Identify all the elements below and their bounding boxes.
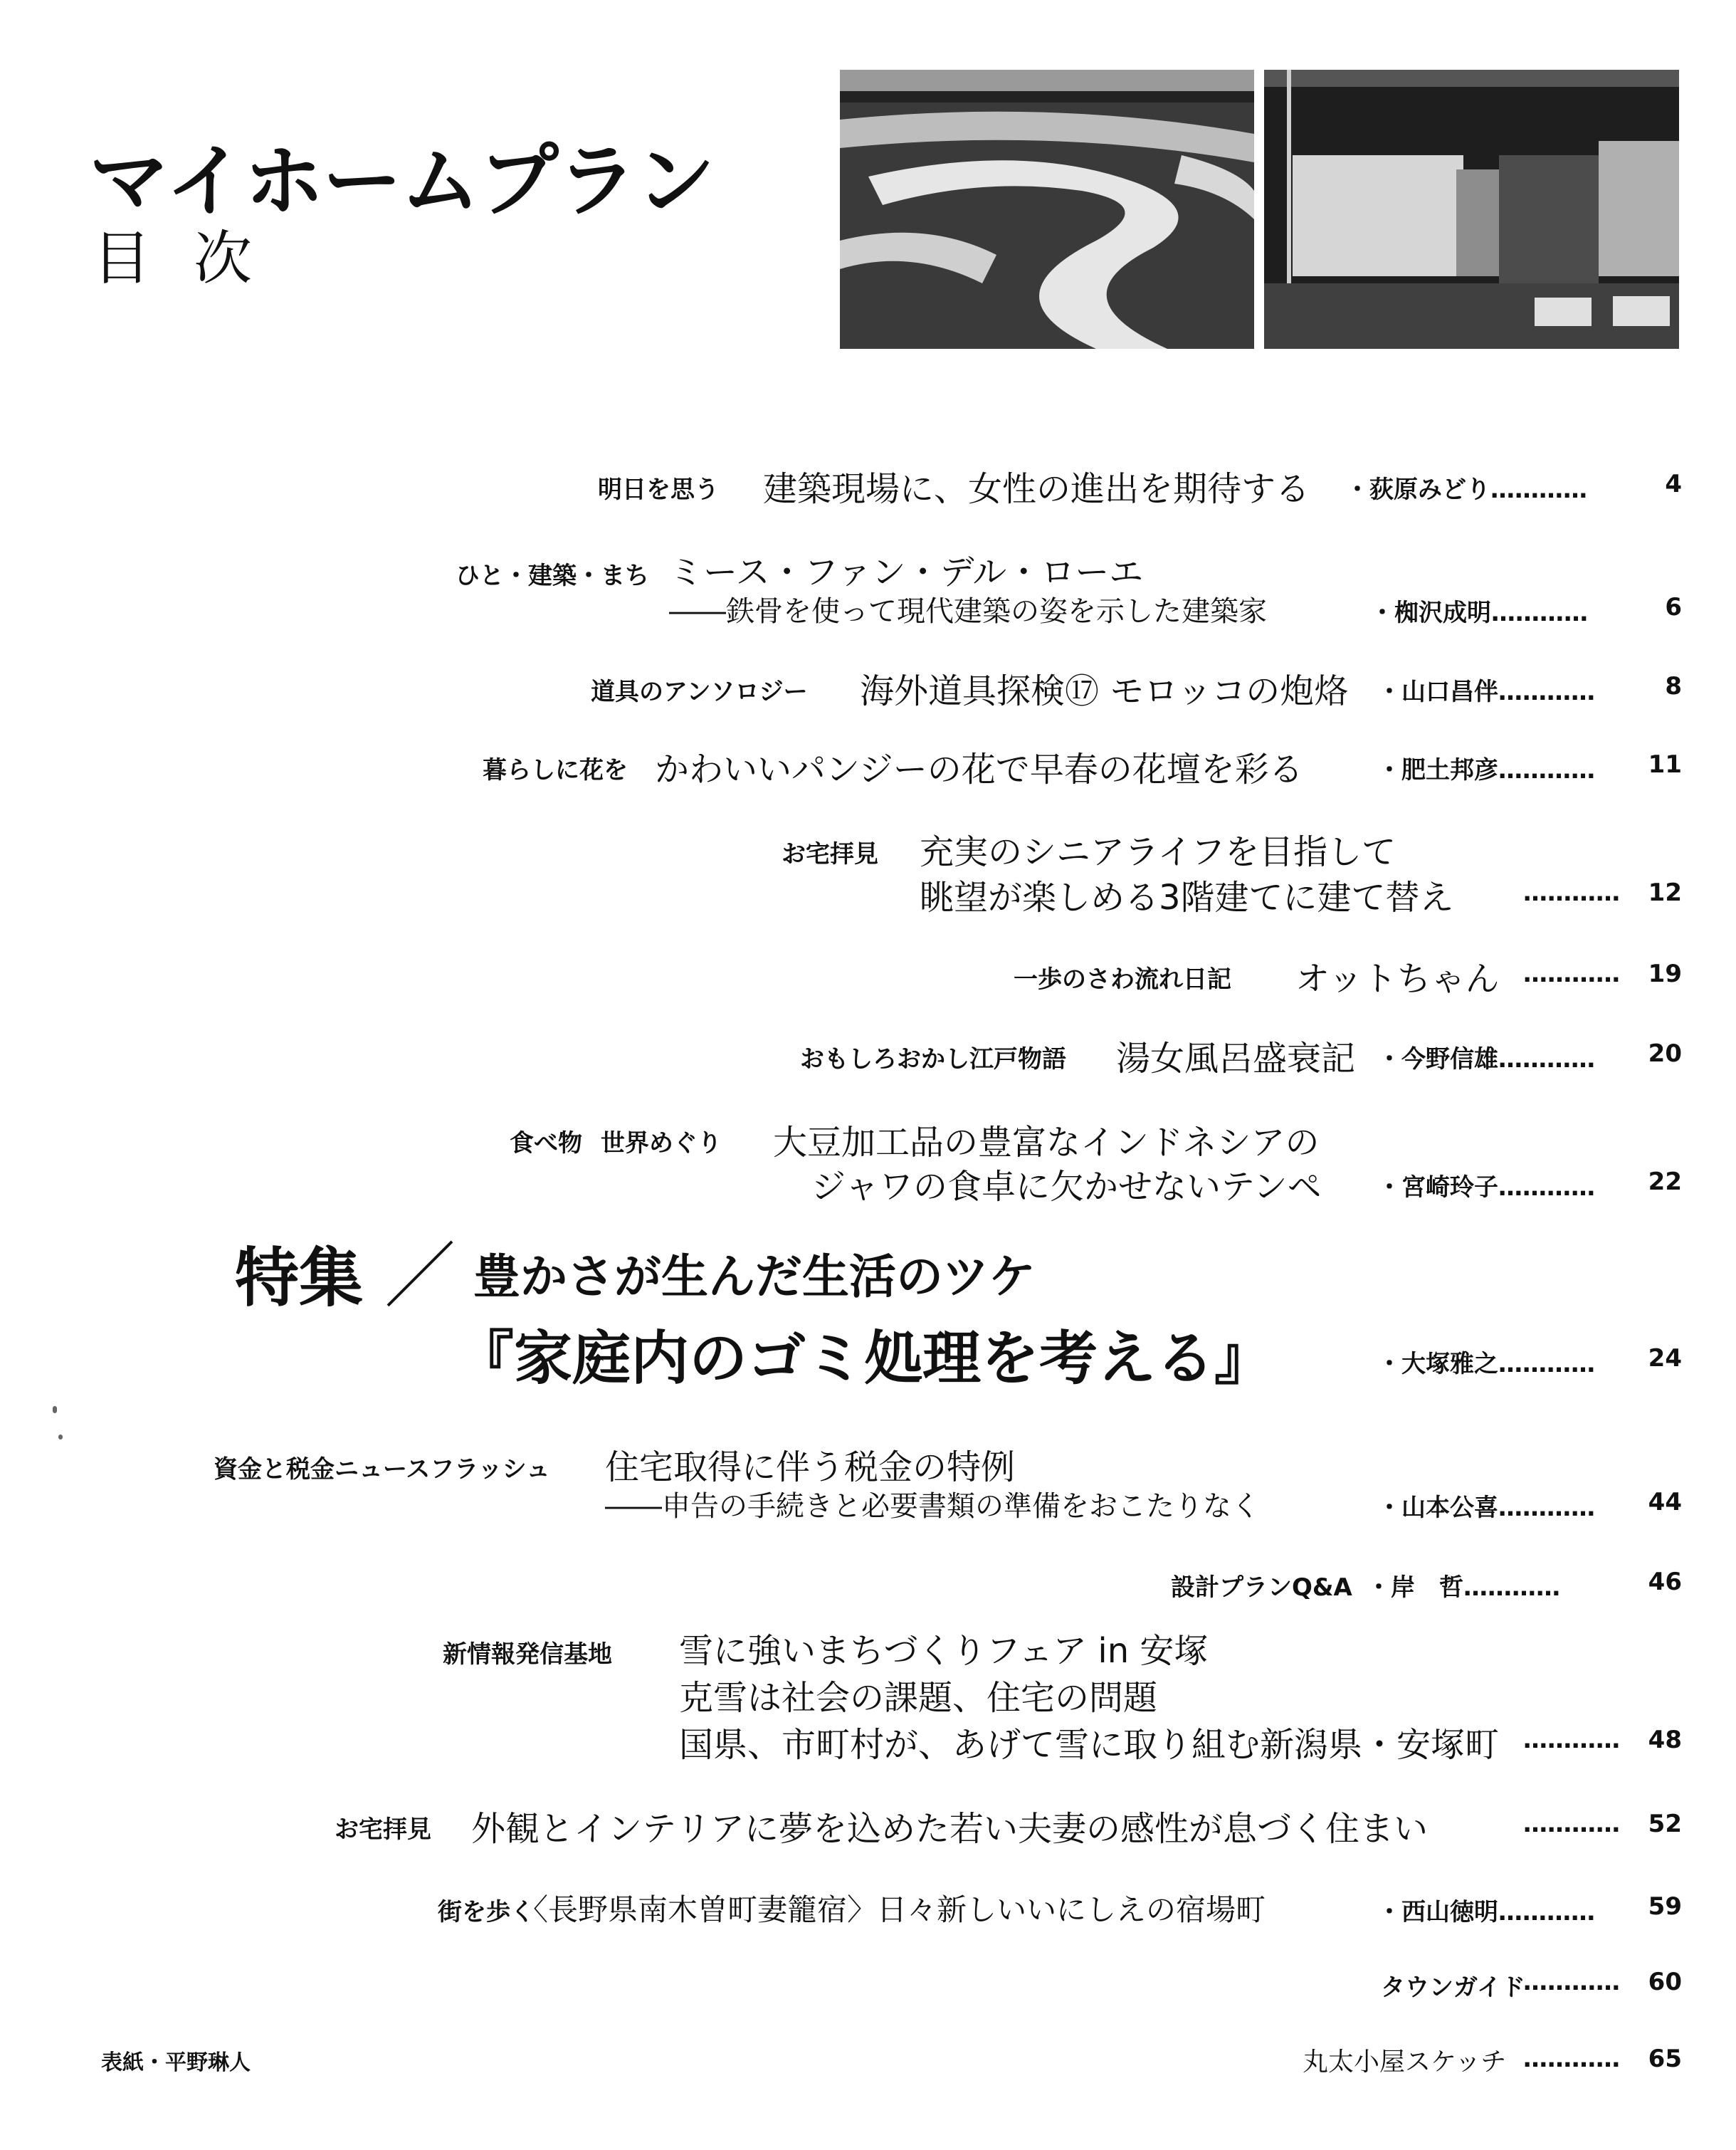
entry-label: 街を歩く: [438, 1898, 535, 1926]
entry-label: 新情報発信基地: [443, 1640, 612, 1669]
toc-entry[interactable]: [0, 1959, 1736, 2002]
entry-label: 一歩のさわ流れ日記: [1014, 965, 1231, 994]
page-number: 12: [1648, 879, 1682, 907]
toc-entry[interactable]: [0, 742, 1736, 790]
toc-entry[interactable]: [0, 545, 1736, 630]
entry-label: おもしろおかし江戸物語: [800, 1045, 1066, 1074]
toc-entry[interactable]: [0, 1440, 1736, 1525]
page-number: 60: [1648, 1968, 1682, 1996]
entry-subtitle: ――鉄骨を使って現代建築の姿を示した建築家: [669, 595, 1267, 628]
entry-title-line2: ジャワの食卓に欠かせないテンペ: [811, 1167, 1322, 1207]
feature-title: 『家庭内のゴミ処理を考える』: [456, 1324, 1273, 1393]
leader-dots: …………: [1523, 879, 1620, 907]
entry-label: 道具のアンソロジー: [591, 678, 808, 706]
entry-title-line3: 国県、市町村が、あげて雪に取り組む新潟県・安塚町: [679, 1725, 1500, 1765]
feature-page-number: 24: [1648, 1344, 1682, 1373]
entry-label: 設計プランQ&A: [1171, 1573, 1352, 1602]
leader-dots: …………: [1523, 2045, 1620, 2073]
toc-entry[interactable]: [0, 1559, 1736, 1602]
entry-label: タウンガイド: [1381, 1973, 1525, 2002]
feature-subtitle: 豊かさが生んだ生活のツケ: [473, 1249, 1036, 1304]
entry-author: 山口昌伴: [1401, 678, 1498, 706]
page-number: 20: [1648, 1039, 1682, 1068]
entry-title: ミース・ファン・デル・ローエ: [669, 552, 1144, 592]
separator: ・: [1377, 756, 1401, 785]
separator: ・: [1345, 476, 1369, 504]
separator: ・: [1377, 1898, 1401, 1926]
page-number: 22: [1648, 1168, 1682, 1196]
toc-entry[interactable]: [0, 664, 1736, 711]
page-number: 4: [1665, 470, 1682, 498]
leader-dots: …………: [1498, 756, 1595, 785]
toc-entry[interactable]: [0, 824, 1736, 918]
scan-speck: [58, 1435, 63, 1440]
magazine-title: マイホームプラン: [89, 135, 714, 228]
page-number: 59: [1648, 1892, 1682, 1921]
entry-title: 湯女風呂盛衰記: [1116, 1039, 1356, 1079]
contents-heading: 目次: [93, 225, 295, 293]
leader-dots: …………: [1463, 1573, 1560, 1602]
separator: ・: [1377, 1173, 1401, 1202]
entry-title: 雪に強いまちづくりフェア in 安塚: [679, 1631, 1209, 1671]
entry-label: ひと・建築・まち: [456, 562, 649, 590]
entry-label: 丸太小屋スケッチ: [1303, 2047, 1507, 2077]
entry-title: 〈長野県南木曽町妻籠宿〉日々新しいいにしえの宿場町: [518, 1892, 1266, 1927]
page-number: 52: [1648, 1810, 1682, 1838]
entry-label: お宅拝見: [335, 1815, 431, 1844]
entry-author: 椥沢成明: [1394, 599, 1491, 627]
leader-dots: …………: [1523, 960, 1620, 988]
separator: ・: [1367, 1573, 1391, 1602]
page-number: 6: [1665, 593, 1682, 622]
entry-author: 宮崎玲子: [1401, 1173, 1498, 1202]
page-number: 44: [1648, 1488, 1682, 1516]
entry-title: 大豆加工品の豊富なインドネシアの: [773, 1123, 1320, 1163]
page-number: 11: [1648, 750, 1682, 779]
entry-title: 充実のシニアライフを目指して: [920, 832, 1396, 872]
leader-dots: …………: [1498, 1173, 1595, 1202]
toc-entry[interactable]: [0, 2036, 1736, 2079]
entry-title: オットちゃん: [1295, 959, 1500, 999]
entry-title: 建築現場に、女性の進出を期待する: [763, 469, 1310, 509]
entry-label: 暮らしに花を: [483, 756, 628, 785]
toc-entry[interactable]: [0, 951, 1736, 999]
leader-dots: …………: [1490, 476, 1587, 504]
separator: ・: [1377, 678, 1401, 706]
separator: ・: [1377, 1494, 1401, 1522]
entry-title: 外観とインテリアに夢を込めた若い夫妻の感性が息づく住まい: [471, 1809, 1429, 1849]
feature-author: 大塚雅之: [1401, 1350, 1498, 1378]
leader-dots: …………: [1491, 599, 1588, 627]
toc-entry[interactable]: [0, 1115, 1736, 1207]
interior-photo: [1264, 70, 1679, 349]
toc-entry[interactable]: [0, 1623, 1736, 1766]
separator: ・: [1377, 1045, 1401, 1074]
entry-title: かわいいパンジーの花で早春の花壇を彩る: [655, 750, 1303, 790]
flower-garden-photo: [840, 70, 1254, 349]
entry-author: 西山徳明: [1401, 1898, 1498, 1926]
leader-dots: …………: [1498, 1045, 1595, 1074]
separator: ・: [1377, 1350, 1401, 1378]
feature-slash: ／: [384, 1234, 456, 1318]
leader-dots: …………: [1498, 678, 1595, 706]
toc-entry[interactable]: [0, 1884, 1736, 1926]
cover-credit: 表紙・平野琳人: [101, 2050, 251, 2075]
page-number: 48: [1648, 1726, 1682, 1754]
page-number: 46: [1648, 1568, 1682, 1596]
entry-title: 住宅取得に伴う税金の特例: [605, 1447, 1016, 1487]
entry-author: 今野信雄: [1401, 1045, 1498, 1074]
toc-entry[interactable]: [0, 461, 1736, 509]
entry-author: 岸 哲: [1391, 1573, 1463, 1602]
entry-title-line2: 克雪は社会の課題、住宅の問題: [679, 1678, 1158, 1718]
entry-title-line2: 眺望が楽しめる3階建てに建て替え: [920, 878, 1454, 918]
scan-speck: [53, 1406, 57, 1413]
toc-entry[interactable]: [0, 1031, 1736, 1079]
leader-dots: …………: [1498, 1494, 1595, 1522]
entry-label: 食べ物 世界めぐり: [510, 1129, 722, 1158]
entry-label: 資金と税金ニュースフラッシュ: [214, 1455, 550, 1484]
leader-dots: …………: [1523, 1726, 1620, 1754]
entry-author: 肥土邦彦: [1401, 756, 1498, 785]
entry-label: 明日を思う: [598, 476, 719, 504]
entry-label: お宅拝見: [782, 840, 878, 869]
entry-author: 荻原みどり: [1369, 476, 1490, 504]
toc-entry[interactable]: [0, 1801, 1736, 1849]
feature-keyword: 特集: [235, 1240, 363, 1316]
entry-subtitle: ――申告の手続きと必要書類の準備をおこたりなく: [605, 1490, 1260, 1523]
entry-title: 海外道具探検⑰ モロッコの炮烙: [860, 671, 1349, 711]
page-number: 19: [1648, 960, 1682, 988]
leader-dots: …………: [1523, 1810, 1620, 1838]
leader-dots: …………: [1523, 1968, 1620, 1996]
entry-author: 山本公喜: [1401, 1494, 1498, 1522]
page-number: 65: [1648, 2045, 1682, 2073]
leader-dots: …………: [1498, 1350, 1595, 1378]
leader-dots: …………: [1498, 1898, 1595, 1926]
separator: ・: [1370, 599, 1394, 627]
page-number: 8: [1665, 672, 1682, 701]
